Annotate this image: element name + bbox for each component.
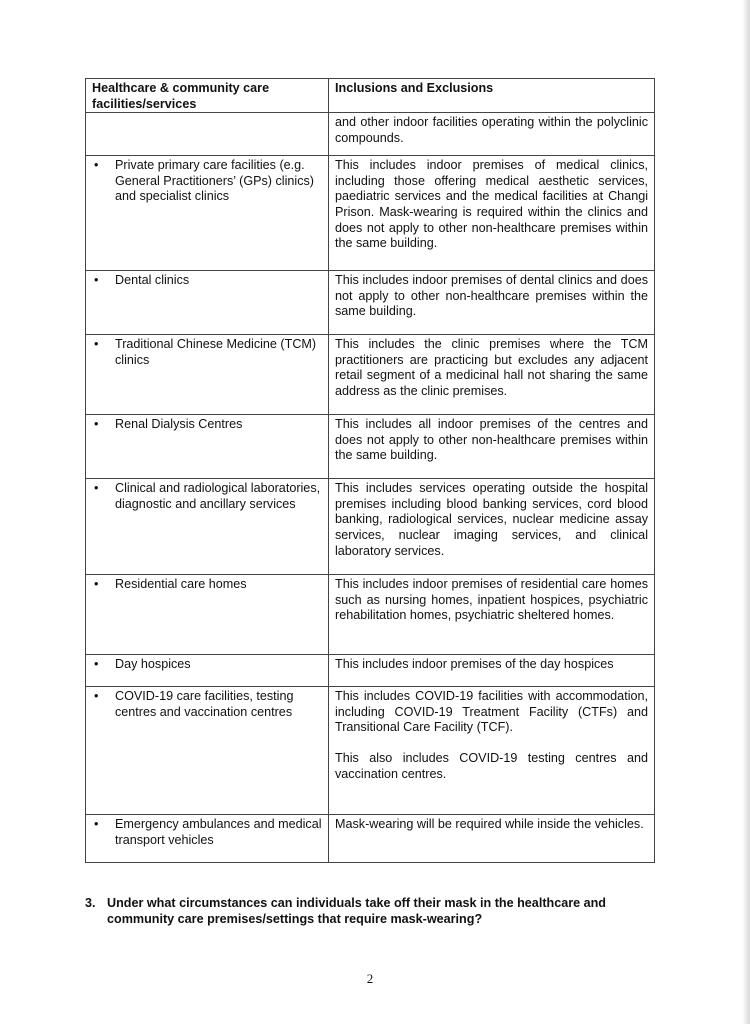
- table-row: [86, 815, 655, 863]
- details-cell: [329, 335, 655, 415]
- table-row: [86, 156, 655, 271]
- table-row: [86, 271, 655, 335]
- details-text: Mask-wearing will be required while inside the vehicles.: [335, 817, 644, 832]
- table-row: [86, 687, 655, 815]
- bullet-icon: •: [94, 481, 99, 496]
- facility-name: Renal Dialysis Centres: [115, 417, 243, 432]
- facility-cell: [86, 655, 329, 687]
- facility-cell: [86, 415, 329, 479]
- details-cell: [329, 655, 655, 687]
- facility-cell: [86, 815, 329, 863]
- details-cell: [329, 156, 655, 271]
- page-number: 2: [366, 971, 374, 986]
- table-row: [86, 575, 655, 655]
- details-text: This also includes COVID-19 testing centres and vaccination centres.: [335, 750, 648, 781]
- facility-name: Emergency ambulances and medical transport vehicles: [115, 817, 322, 847]
- details-text: This includes indoor premises of dental clinics and does not apply to other non-healthcare premises within the same building.: [335, 273, 648, 319]
- facility-cell: [86, 479, 329, 575]
- facility-name: Traditional Chinese Medicine (TCM) clinics: [115, 337, 317, 367]
- details-cell: [329, 415, 655, 479]
- details-cell: [329, 113, 655, 156]
- facility-cell: [86, 335, 329, 415]
- details-text: This includes COVID-19 facilities with accommodation, including COVID-19 Treatment Facility (CTFs) and Transitional Care Facility (TCF).: [335, 689, 648, 735]
- facility-cell: [86, 687, 329, 815]
- table-row: [86, 335, 655, 415]
- table-header-row: [86, 79, 655, 113]
- bullet-icon: •: [94, 337, 99, 352]
- facility-name: Clinical and radiological laboratories, diagnostic and ancillary services: [115, 481, 321, 511]
- facility-cell: [86, 113, 329, 156]
- details-cell: [329, 815, 655, 863]
- details-cell: [329, 575, 655, 655]
- question-number: 3.: [85, 896, 96, 910]
- bullet-icon: •: [94, 657, 99, 672]
- page-edge-shadow: [742, 0, 750, 1024]
- details-text: This includes all indoor premises of the centres and does not apply to other non-healthcare premises within the same building.: [335, 417, 648, 463]
- details-text: and other indoor facilities operating within the polyclinic compounds.: [335, 115, 648, 145]
- bullet-icon: •: [94, 689, 99, 704]
- header-inclusions: Inclusions and Exclusions: [329, 79, 655, 113]
- header-facilities: Healthcare & community care facilities/services: [86, 79, 329, 113]
- bullet-icon: •: [94, 577, 99, 592]
- details-cell: [329, 687, 655, 815]
- table-row: [86, 113, 655, 156]
- details-text: This includes services operating outside the hospital premises including blood banking services, cord blood banking, radiological services, nuclear medicine assay services, nuclear imaging services, and clinical laboratory services.: [335, 481, 648, 558]
- facility-name: Residential care homes: [115, 577, 247, 592]
- facility-cell: [86, 271, 329, 335]
- details-text: This includes indoor premises of the day hospices: [335, 657, 614, 672]
- bullet-icon: •: [94, 158, 99, 173]
- facility-name: Dental clinics: [115, 273, 190, 288]
- facility-cell: [86, 156, 329, 271]
- details-text: This includes indoor premises of medical clinics, including those offering medical aesthetic services, paediatric services and the medical facilities at Changi Prison. Mask-wearing is required within the clinics and does not apply to other non-healthcare premises within the same building.: [335, 158, 648, 251]
- table-row: [86, 479, 655, 575]
- facility-name: COVID-19 care facilities, testing centres and vaccination centres: [115, 689, 294, 719]
- facility-cell: [86, 575, 329, 655]
- question-text: Under what circumstances can individuals take off their mask in the healthcare and community care premises/settings that require mask-wearing?: [107, 896, 607, 926]
- details-text: This includes the clinic premises where the TCM practitioners are practicing but excludes any adjacent retail segment of a medicinal hall not sharing the same address as the clinic premises.: [335, 337, 648, 398]
- bullet-icon: •: [94, 417, 99, 432]
- bullet-icon: •: [94, 817, 99, 832]
- table-row: [86, 655, 655, 687]
- table-row: [86, 415, 655, 479]
- bullet-icon: •: [94, 273, 99, 288]
- details-cell: [329, 271, 655, 335]
- details-text: This includes indoor premises of residential care homes such as nursing homes, inpatient hospices, psychiatric rehabilitation homes, psychiatric sheltered homes.: [335, 577, 648, 623]
- facility-name: Private primary care facilities (e.g. General Practitioners’ (GPs) clinics) and specialist clinics: [115, 158, 314, 204]
- facilities-table: [85, 78, 655, 863]
- details-cell: [329, 479, 655, 575]
- facility-name: Day hospices: [115, 657, 191, 672]
- question-3: [85, 895, 665, 927]
